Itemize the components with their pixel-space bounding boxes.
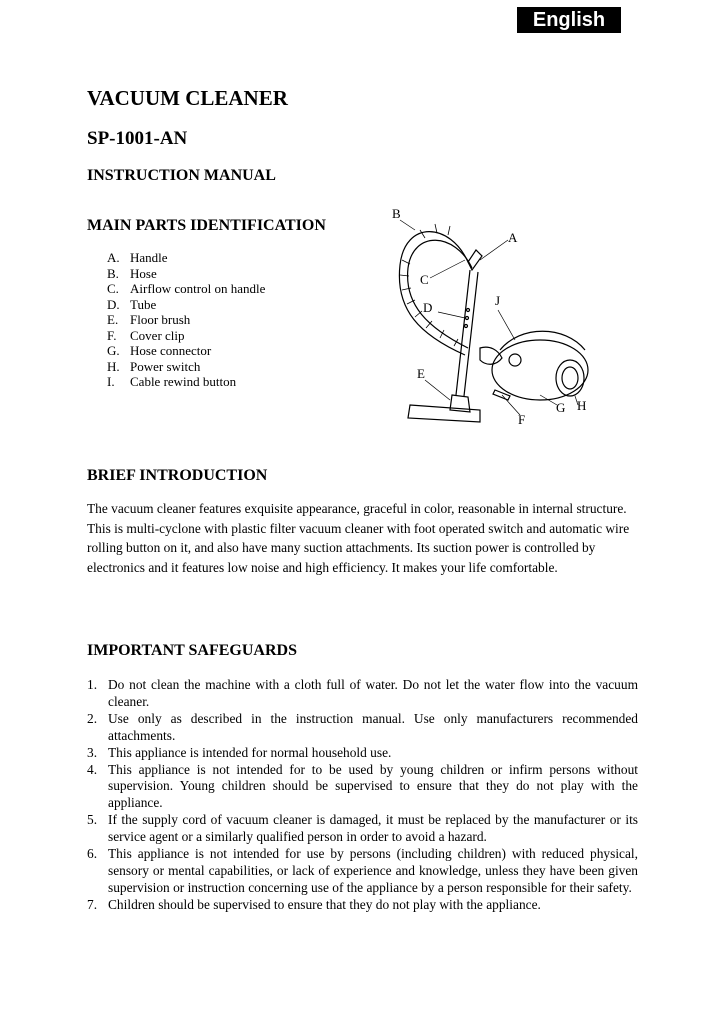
part-name: Hose — [130, 265, 157, 281]
item-text: Do not clean the machine with a cloth full of water. Do not let the water flow into the vacuum cleaner. — [108, 677, 638, 709]
list-item — [87, 745, 638, 762]
label-g: G — [556, 400, 566, 415]
list-item — [107, 250, 265, 266]
part-letter: D. — [107, 296, 120, 312]
power-switch-button — [509, 354, 521, 366]
wheel-outline — [556, 360, 584, 396]
list-item — [107, 343, 265, 359]
list-item — [87, 812, 638, 846]
item-text: Children should be supervised to ensure that they do not play with the appliance. — [108, 896, 541, 912]
handle-outline — [468, 250, 482, 270]
label-b: B — [392, 206, 401, 221]
leader-line — [438, 312, 465, 318]
item-text: Use only as described in the instruction manual. Use only manufacturers recommended attachments. — [108, 710, 638, 743]
item-number: 1. — [87, 677, 98, 692]
intro-heading: BRIEF INTRODUCTION — [87, 467, 268, 484]
list-item — [107, 312, 265, 328]
list-item — [107, 281, 265, 297]
list-item — [107, 266, 265, 282]
safeguards-list — [87, 677, 638, 914]
tube-outline — [456, 270, 478, 396]
label-c: C — [420, 272, 429, 287]
hose-outline-inner — [408, 240, 472, 348]
model-number: SP-1001-AN — [87, 128, 188, 149]
part-letter: I. — [107, 374, 115, 389]
list-item — [87, 711, 638, 745]
tube-button — [466, 317, 469, 320]
part-letter: G. — [107, 343, 120, 358]
part-name: Handle — [130, 250, 168, 265]
body-outline — [492, 340, 588, 400]
part-name: Hose connector — [130, 343, 212, 358]
list-item — [87, 897, 638, 914]
item-number: 3. — [87, 744, 98, 760]
item-text: This appliance is not intended for use by persons (including children) with reduced physical, sensory or mental capabilities, or lack of experience and knowledge, unless they have been given supervision or instruction concerning use of the appliance by a person responsible for their safety. — [108, 846, 638, 895]
hose-connector — [480, 347, 502, 364]
part-name: Power switch — [130, 358, 201, 374]
part-letter: H. — [107, 358, 120, 374]
part-letter: B. — [107, 265, 119, 281]
leader-line — [498, 310, 515, 340]
label-f: F — [518, 412, 526, 427]
part-name: Cover clip — [130, 327, 185, 343]
part-name: Airflow control on handle — [130, 281, 266, 296]
item-text: This appliance is not intended for to be used by young children or infirm persons without supervision. Young children should be supervised to ensure that they do not play with the appliance. — [108, 761, 638, 811]
part-letter: F. — [107, 327, 117, 343]
list-item — [107, 328, 265, 344]
item-text: If the supply cord of vacuum cleaner is damaged, it must be replaced by the manufacturer or its service agent or a similarly qualified person in order to avoid a hazard. — [108, 812, 638, 845]
label-h: H — [577, 398, 587, 413]
tube-button — [467, 309, 470, 312]
part-name: Cable rewind button — [130, 374, 237, 389]
part-letter: C. — [107, 281, 119, 296]
leader-line — [400, 220, 415, 230]
list-item — [87, 677, 638, 711]
part-letter: A. — [107, 250, 120, 265]
item-text: This appliance is intended for normal household use. — [108, 744, 392, 760]
part-letter: E. — [107, 312, 119, 327]
item-number: 7. — [87, 896, 98, 912]
item-number: 6. — [87, 846, 98, 862]
list-item — [107, 359, 265, 375]
label-e: E — [417, 366, 425, 381]
item-number: 5. — [87, 812, 98, 828]
list-item — [107, 297, 265, 313]
manual-heading: INSTRUCTION MANUAL — [87, 167, 276, 184]
parts-list — [107, 250, 265, 390]
label-d: D — [423, 300, 433, 315]
vacuum-cleaner-diagram — [380, 200, 610, 430]
leader-line — [425, 380, 450, 400]
document-title: VACUUM CLEANER — [87, 86, 288, 110]
safeguards-heading: IMPORTANT SAFEGUARDS — [87, 642, 297, 659]
list-item — [87, 846, 638, 897]
item-number: 2. — [87, 710, 98, 726]
list-item — [107, 374, 265, 390]
part-name: Tube — [130, 296, 157, 312]
tube-button — [465, 325, 468, 328]
part-name: Floor brush — [130, 312, 191, 327]
leader-line — [430, 260, 465, 278]
list-item — [87, 762, 638, 813]
intro-paragraph: The vacuum cleaner features exquisite appearance, graceful in color, reasonable in internal structure. This is multi-cyclone with plastic filter vacuum cleaner with foot operated switch and automatic wire rolling button on it, and also have many suction attachments. Its suction power is controlled by electronics and it features low noise and high efficiency. It makes your life comfortable. — [87, 501, 630, 575]
parts-heading: MAIN PARTS IDENTIFICATION — [87, 217, 326, 234]
label-j: J — [495, 293, 501, 308]
wheel-inner — [562, 367, 578, 389]
label-a: A — [508, 230, 518, 245]
item-number: 4. — [87, 761, 98, 777]
leader-line — [480, 240, 508, 260]
language-badge: English — [517, 7, 621, 33]
